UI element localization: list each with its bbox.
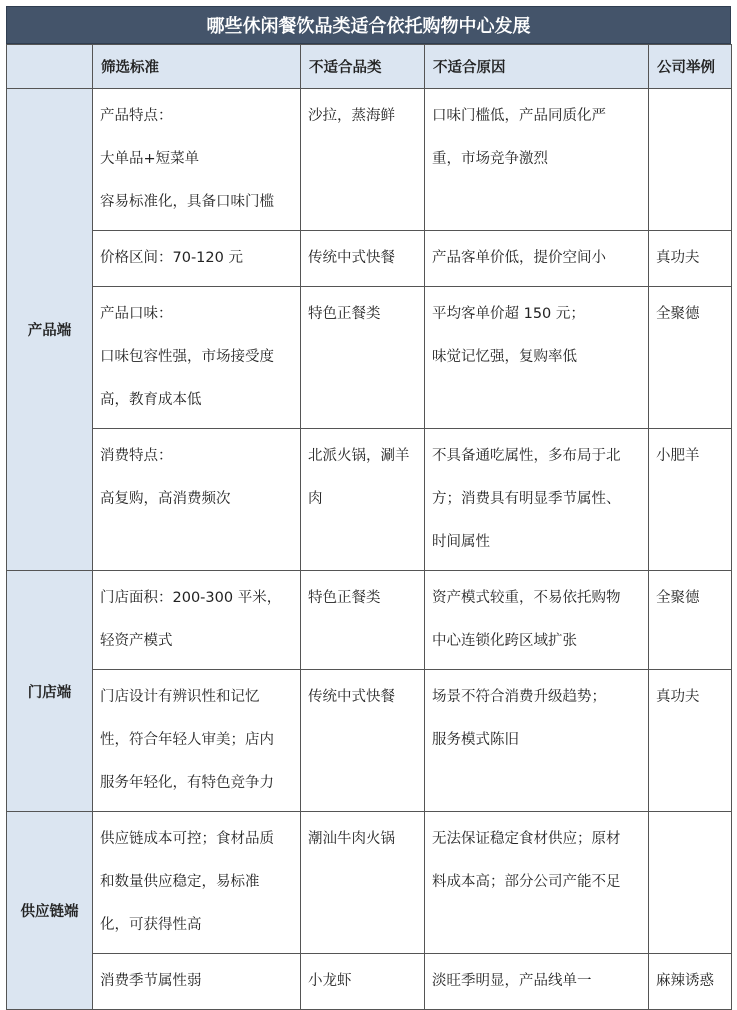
cell-line: 味觉记忆强，复购率低 xyxy=(432,349,577,365)
cell-line: 北派火锅，涮羊 xyxy=(308,448,410,464)
category-cell xyxy=(301,231,425,287)
cell-line: 无法保证稳定食材供应；原材 xyxy=(432,831,621,847)
header-criteria: 筛选标准 xyxy=(93,45,301,89)
reason-cell xyxy=(425,670,649,812)
cell-line: 大单品+短菜单 xyxy=(100,151,200,167)
cell-line: 全聚德 xyxy=(656,306,700,322)
company-cell xyxy=(649,231,732,287)
cell-line: 淡旺季明显，产品线单一 xyxy=(432,973,592,989)
table-row xyxy=(7,231,732,287)
cell-line: 和数量供应稳定，易标准 xyxy=(100,874,260,890)
reason-cell xyxy=(425,571,649,670)
category-cell xyxy=(301,812,425,954)
cell-line: 传统中式快餐 xyxy=(308,250,395,266)
category-cell xyxy=(301,89,425,231)
cell-line: 中心连锁化跨区域扩张 xyxy=(432,633,577,649)
cell-line: 麻辣诱惑 xyxy=(656,973,714,989)
criteria-cell xyxy=(93,812,301,954)
table-body xyxy=(7,89,732,1010)
cell-line: 轻资产模式 xyxy=(100,633,173,649)
cell-line: 资产模式较重，不易依托购物 xyxy=(432,590,621,606)
cell-line: 全聚德 xyxy=(656,590,700,606)
cell-line: 价格区间：70-120 元 xyxy=(100,250,243,266)
cell-line: 高复购，高消费频次 xyxy=(100,491,231,507)
criteria-cell xyxy=(93,954,301,1010)
table-row xyxy=(7,571,732,670)
cell-line: 小龙虾 xyxy=(308,973,352,989)
company-cell xyxy=(649,571,732,670)
category-cell xyxy=(301,571,425,670)
cell-line: 肉 xyxy=(308,491,323,507)
company-cell xyxy=(649,287,732,429)
cell-line: 化，可获得性高 xyxy=(100,917,202,933)
cell-line: 不具备通吃属性，多布局于北 xyxy=(432,448,621,464)
cell-line: 平均客单价超 150 元； xyxy=(432,306,585,322)
cell-line: 重，市场竞争激烈 xyxy=(432,151,548,167)
cell-line: 料成本高；部分公司产能不足 xyxy=(432,874,621,890)
category-cell xyxy=(301,954,425,1010)
cell-line: 性，符合年轻人审美；店内 xyxy=(100,732,274,748)
cell-line: 服务模式陈旧 xyxy=(432,732,519,748)
reason-cell xyxy=(425,231,649,287)
reason-cell xyxy=(425,89,649,231)
criteria-cell xyxy=(93,231,301,287)
cell-line: 时间属性 xyxy=(432,534,490,550)
header-row xyxy=(7,45,732,89)
group-label: 门店端 xyxy=(7,571,93,812)
table-title: 哪些休闲餐饮品类适合依托购物中心发展 xyxy=(6,6,731,44)
table-row xyxy=(7,812,732,954)
company-cell xyxy=(649,429,732,571)
cell-line: 沙拉，蒸海鲜 xyxy=(308,108,395,124)
report-figure xyxy=(6,6,731,1010)
cell-line: 供应链成本可控；食材品质 xyxy=(100,831,274,847)
cell-line: 产品口味： xyxy=(100,306,173,322)
cell-line: 高，教育成本低 xyxy=(100,392,202,408)
company-cell xyxy=(649,670,732,812)
group-label: 供应链端 xyxy=(7,812,93,1010)
table-row xyxy=(7,89,732,231)
cell-line: 小肥羊 xyxy=(656,448,700,464)
reason-cell xyxy=(425,812,649,954)
category-cell xyxy=(301,287,425,429)
table-row xyxy=(7,287,732,429)
category-cell xyxy=(301,429,425,571)
table-row xyxy=(7,954,732,1010)
header-corner xyxy=(7,45,93,89)
reason-cell xyxy=(425,954,649,1010)
cell-line: 消费特点： xyxy=(100,448,173,464)
company-cell xyxy=(649,954,732,1010)
cell-line: 容易标准化，具备口味门槛 xyxy=(100,194,274,210)
cell-line: 场景不符合消费升级趋势； xyxy=(432,689,606,705)
cell-line: 潮汕牛肉火锅 xyxy=(308,831,395,847)
table-row xyxy=(7,429,732,571)
cell-line: 特色正餐类 xyxy=(308,590,381,606)
company-cell xyxy=(649,812,732,954)
cell-line: 方；消费具有明显季节属性、 xyxy=(432,491,621,507)
cell-line: 口味门槛低，产品同质化严 xyxy=(432,108,606,124)
cell-line: 门店面积：200-300 平米， xyxy=(100,590,282,606)
reason-cell xyxy=(425,429,649,571)
criteria-cell xyxy=(93,670,301,812)
header-category: 不适合品类 xyxy=(301,45,425,89)
cell-line: 产品客单价低，提价空间小 xyxy=(432,250,606,266)
group-label: 产品端 xyxy=(7,89,93,571)
cell-line: 口味包容性强，市场接受度 xyxy=(100,349,274,365)
criteria-cell xyxy=(93,89,301,231)
cell-line: 真功夫 xyxy=(656,250,700,266)
criteria-cell xyxy=(93,571,301,670)
header-company: 公司举例 xyxy=(649,45,732,89)
cell-line: 消费季节属性弱 xyxy=(100,973,202,989)
screening-table xyxy=(6,44,732,1010)
category-cell xyxy=(301,670,425,812)
cell-line: 服务年轻化，有特色竞争力 xyxy=(100,775,274,791)
cell-line: 产品特点： xyxy=(100,108,173,124)
criteria-cell xyxy=(93,429,301,571)
table-row xyxy=(7,670,732,812)
header-reason: 不适合原因 xyxy=(425,45,649,89)
cell-line: 真功夫 xyxy=(656,689,700,705)
cell-line: 传统中式快餐 xyxy=(308,689,395,705)
cell-line: 门店设计有辨识性和记忆 xyxy=(100,689,260,705)
reason-cell xyxy=(425,287,649,429)
cell-line: 特色正餐类 xyxy=(308,306,381,322)
criteria-cell xyxy=(93,287,301,429)
company-cell xyxy=(649,89,732,231)
